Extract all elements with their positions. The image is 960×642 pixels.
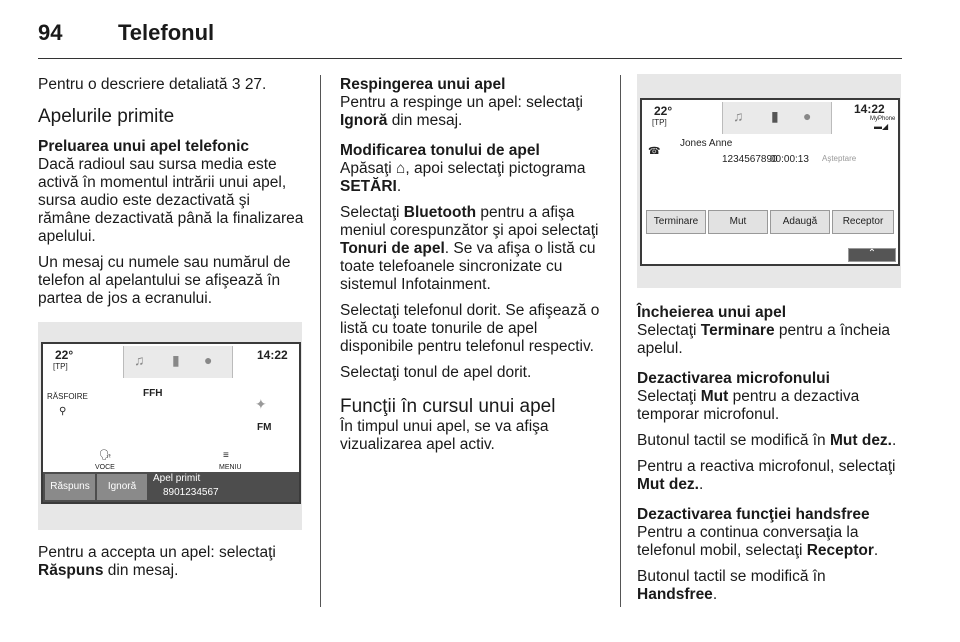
band-label: FM bbox=[257, 422, 272, 433]
column-3 bbox=[637, 304, 905, 612]
page-header bbox=[38, 20, 902, 50]
hold-status: Aşteptare bbox=[822, 154, 857, 163]
subheading-ringtone: Modificarea tonului de apel bbox=[340, 142, 540, 159]
subheading-end-call: Încheierea unui apel bbox=[637, 304, 787, 321]
answer-button[interactable]: Răspuns bbox=[45, 474, 95, 500]
music-icon: ♫ bbox=[733, 108, 744, 124]
subheading-handsfree: Dezactivarea funcţiei handsfree bbox=[637, 506, 870, 523]
tab-bar bbox=[722, 102, 832, 134]
phone-icon: ▮ bbox=[771, 108, 779, 124]
phone-icon: ▮ bbox=[172, 352, 180, 368]
menu-label: MENIU bbox=[219, 464, 242, 471]
search-icon: ⚲ bbox=[59, 406, 67, 417]
voice-label: VOCE bbox=[95, 464, 115, 471]
clock: 14:22 bbox=[854, 102, 885, 116]
paragraph-mute-mic: Selectaţi Mut pentru a dezactiva temporar microfonul. bbox=[637, 388, 860, 423]
display-frame-active bbox=[640, 98, 900, 266]
phone-tag: MyPhone bbox=[870, 116, 896, 122]
paragraph-mute-change: Butonul tactil se modifică în Mut dez.. bbox=[637, 432, 897, 449]
add-call-button[interactable]: Adaugă bbox=[770, 210, 830, 234]
info-icon: ● bbox=[803, 108, 812, 124]
collapse-chevron-icon[interactable]: ⌃ bbox=[848, 248, 896, 262]
caller-name: Jones Anne bbox=[680, 138, 733, 149]
info-icon: ● bbox=[204, 352, 213, 368]
paragraph-accept: Pentru a accepta un apel: selectaţi Răspuns din mesaj. bbox=[38, 544, 276, 579]
tp-indicator: [TP] bbox=[652, 118, 667, 127]
reference-arrow-icon: 3 bbox=[231, 76, 241, 93]
column-2 bbox=[340, 76, 608, 462]
tab-bar bbox=[123, 346, 233, 378]
paragraph-reject: Pentru a respinge un apel: selectaţi Ignoră din mesaj. bbox=[340, 94, 583, 129]
paragraph-end-call: Selectaţi Terminare pentru a încheia apelul. bbox=[637, 322, 891, 357]
incoming-call-bar bbox=[43, 472, 299, 502]
end-call-button[interactable]: Terminare bbox=[646, 210, 706, 234]
paragraph-active-call: În timpul unui apel, se va afişa vizualizarea apel activ. bbox=[340, 418, 549, 453]
screenshot-active-call bbox=[637, 74, 901, 288]
column-divider-1 bbox=[320, 75, 321, 607]
paragraph-audio-muted: Dacă radioul sau sursa media este activă în momentul intrării unui apel, sursa audio este dezactivată şi rămâne dezactivată până la finalizarea apelului. bbox=[38, 156, 304, 245]
paragraph-unmute: Pentru a reactiva microfonul, selectaţi Mut dez.. bbox=[637, 458, 896, 493]
tp-indicator: [TP] bbox=[53, 362, 68, 371]
temperature: 22° bbox=[55, 348, 74, 362]
temperature: 22° bbox=[654, 104, 673, 118]
menu-icon: ≡ bbox=[223, 450, 229, 461]
column-1 bbox=[38, 76, 306, 316]
ignore-button[interactable]: Ignoră bbox=[97, 474, 147, 500]
paragraph-handsfree-change: Butonul tactil se modifică în Handsfree. bbox=[637, 568, 826, 603]
column-divider-2 bbox=[620, 75, 621, 607]
mute-button[interactable]: Mut bbox=[708, 210, 768, 234]
display-frame bbox=[41, 342, 301, 504]
paragraph-ringtone: Apăsaţi ⌂, apoi selectaţi pictograma SETĂRI. bbox=[340, 160, 586, 195]
section-title-in-call: Funcţii în cursul unui apel bbox=[340, 396, 556, 417]
subheading-reject: Respingerea unui apel bbox=[340, 76, 506, 93]
station-name: FFH bbox=[143, 388, 163, 399]
page-title: Telefonul bbox=[118, 20, 215, 45]
battery-signal-icon: ▬◢ bbox=[874, 122, 889, 131]
home-icon: ⌂ bbox=[396, 160, 406, 177]
paragraph-select-tone: Selectaţi tonul de apel dorit. bbox=[340, 364, 532, 381]
subheading-mute-mic: Dezactivarea microfonului bbox=[637, 370, 830, 387]
header-divider bbox=[38, 58, 902, 59]
paragraph-caller-message: Un mesaj cu numele sau numărul de telefon al apelantului se afişează în partea de jos a ecranului. bbox=[38, 254, 291, 307]
intro-paragraph: Pentru o descriere detaliată 3 27. bbox=[38, 76, 267, 93]
contact-icon: ☎ bbox=[648, 146, 661, 157]
screenshot-incoming-call bbox=[38, 322, 302, 530]
caller-number: 8901234567 bbox=[163, 487, 219, 498]
antenna-icon: ✦ bbox=[255, 396, 267, 412]
page-number: 94 bbox=[38, 20, 63, 45]
music-icon: ♫ bbox=[134, 352, 145, 368]
clock: 14:22 bbox=[257, 348, 288, 362]
paragraph-select-phone: Selectaţi telefonul dorit. Se afişează o listă cu toate tonurile de apel disponibile pentru telefonul respectiv. bbox=[340, 302, 600, 355]
call-duration: 00:00:13 bbox=[770, 154, 809, 165]
voice-icon: 🗣 bbox=[99, 450, 112, 461]
paragraph-handsfree: Pentru a continua conversaţia la telefonul mobil, selectaţi Receptor. bbox=[637, 524, 879, 559]
column-1-bottom bbox=[38, 544, 306, 588]
incoming-label: Apel primit bbox=[153, 473, 201, 484]
receiver-button[interactable]: Receptor bbox=[832, 210, 894, 234]
browse-label: RĂSFOIRE bbox=[47, 392, 88, 401]
caller-number: 1234567890 bbox=[722, 154, 778, 165]
paragraph-bluetooth: Selectaţi Bluetooth pentru a afişa meniul corespunzător şi apoi selectaţi Tonuri de apel. Se va afişa o listă cu toate telefoanele sincronizate cu sistemul Infotainment. bbox=[340, 204, 599, 293]
section-title-incoming: Apelurile primite bbox=[38, 106, 175, 127]
subheading-accept-call: Preluarea unui apel telefonic bbox=[38, 138, 250, 155]
